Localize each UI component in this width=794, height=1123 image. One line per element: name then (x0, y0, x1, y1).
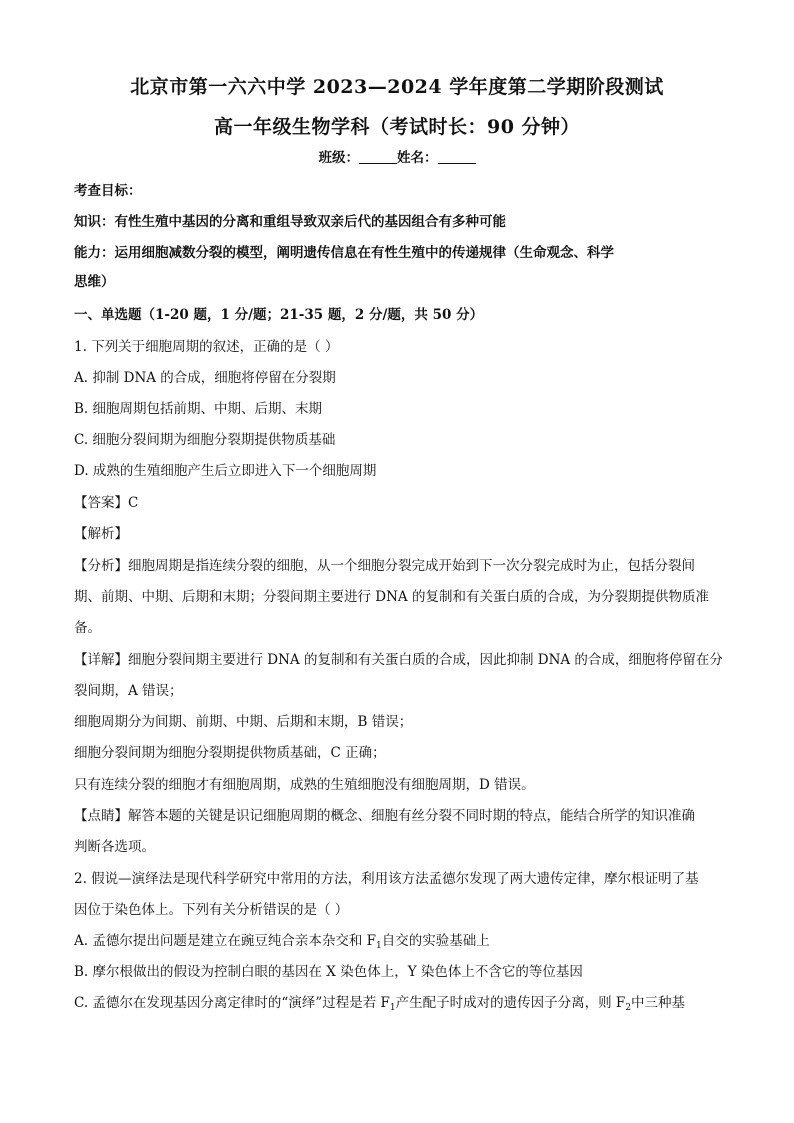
objective-ability-line1: 能力：运用细胞减数分裂的模型，阐明遗传信息在有性生殖中的传递规律（生命观念、科学 (74, 245, 614, 261)
name-blank[interactable] (438, 149, 476, 164)
objectives-heading: 考查目标： (74, 183, 142, 199)
q1-option-b: B. 细胞周期包括前期、中期、后期、末期 (74, 401, 323, 417)
fenxi-line2: 期、前期、中期、后期和末期；分裂间期主要进行 DNA 的复制和有关蛋白质的合成，为分裂期提供物质准 (74, 589, 709, 605)
q1-option-d: D. 成熟的生殖细胞产生后立即进入下一个细胞周期 (74, 463, 377, 479)
objective-knowledge: 知识：有性生殖中基因的分离和重组导致双亲后代的基因组合有多种可能 (74, 214, 506, 230)
q2-stem-line1: 2. 假说—演绎法是现代科学研究中常用的方法，利用该方法孟德尔发现了两大遗传定律，摩尔根证明了基 (74, 871, 699, 887)
detail-text1: 细胞分裂间期主要进行 DNA 的复制和有关蛋白质的合成，因此抑制 DNA 的合成，细胞将停留在分 (128, 652, 723, 668)
detail-line2: 裂间期，A 错误； (74, 683, 183, 699)
q2-option-a (74, 931, 724, 956)
q2-option-c-post: 中三种基 (631, 995, 686, 1011)
q2-option-c-mid: 产生配子时成对的遗传因子分离，则 F (395, 995, 626, 1011)
q2-stem-line2: 因位于染色体上。下列有关分析错误的是（ ） (74, 902, 349, 918)
fenxi-line3: 备。 (74, 620, 101, 636)
q1-stem: 1. 下列关于细胞周期的叙述，正确的是（ ） (74, 339, 339, 355)
detail-tag: 【详解】 (74, 652, 128, 668)
q2-option-c-sub2: 2 (625, 1003, 632, 1013)
student-info-row (0, 148, 794, 168)
q2-option-c-sub1: 1 (389, 1003, 396, 1013)
q1-answer (74, 493, 724, 513)
tip-line2: 判断各选项。 (74, 839, 155, 855)
q2-option-c (74, 993, 724, 1018)
answer-value: C (128, 495, 139, 511)
detail-line1 (74, 650, 724, 670)
detail-line5: 只有连续分裂的细胞才有细胞周期，成熟的生殖细胞没有细胞周期，D 错误。 (74, 777, 535, 793)
tip-tag: 【点睛】 (74, 808, 128, 824)
q1-option-c: C. 细胞分裂间期为细胞分裂期提供物质基础 (74, 432, 336, 448)
fenxi-line1 (74, 556, 724, 576)
detail-line4: 细胞分裂间期为细胞分裂期提供物质基础，C 正确； (74, 745, 386, 761)
class-blank[interactable] (359, 149, 397, 164)
fenxi-text1: 细胞周期是指连续分裂的细胞，从一个细胞分裂完成开始到下一次分裂完成时为止，包括分裂间 (128, 558, 695, 574)
section-heading: 一、单选题（1-20 题，1 分/题；21-35 题，2 分/题，共 50 分） (74, 307, 484, 323)
tip-line1 (74, 806, 724, 826)
q2-option-c-pre: C. 孟德尔在发现基因分离定律时的“演绎”过程是若 F (74, 995, 390, 1011)
fenxi-tag: 【分析】 (74, 558, 128, 574)
answer-tag: 【答案】 (74, 495, 128, 511)
exam-title: 北京市第一六六中学 2023—2024 学年度第二学期阶段测试 (130, 76, 664, 98)
analysis-tag: 【解析】 (74, 526, 128, 542)
objective-ability-line2: 思维） (74, 274, 115, 290)
detail-line3: 细胞周期分为间期、前期、中期、后期和末期，B 错误； (74, 714, 413, 730)
q2-option-b: B. 摩尔根做出的假设为控制白眼的基因在 X 染色体上，Y 染色体上不含它的等位基因 (74, 964, 583, 980)
q2-option-a-sub: 1 (376, 941, 382, 951)
q2-option-a-pre: A. 孟德尔提出问题是建立在豌豆纯合亲本杂交和 F (74, 933, 376, 949)
class-label: 班级： (318, 150, 359, 166)
q2-option-a-post: 自交的实验基础上 (381, 933, 490, 949)
tip-text1: 解答本题的关键是识记细胞周期的概念、细胞有丝分裂不同时期的特点，能结合所学的知识准确 (128, 808, 695, 824)
name-label: 姓名： (397, 150, 438, 166)
q1-option-a: A. 抑制 DNA 的合成，细胞将停留在分裂期 (74, 370, 336, 386)
exam-subtitle: 高一年级生物学科（考试时长：90 分钟） (213, 116, 581, 138)
